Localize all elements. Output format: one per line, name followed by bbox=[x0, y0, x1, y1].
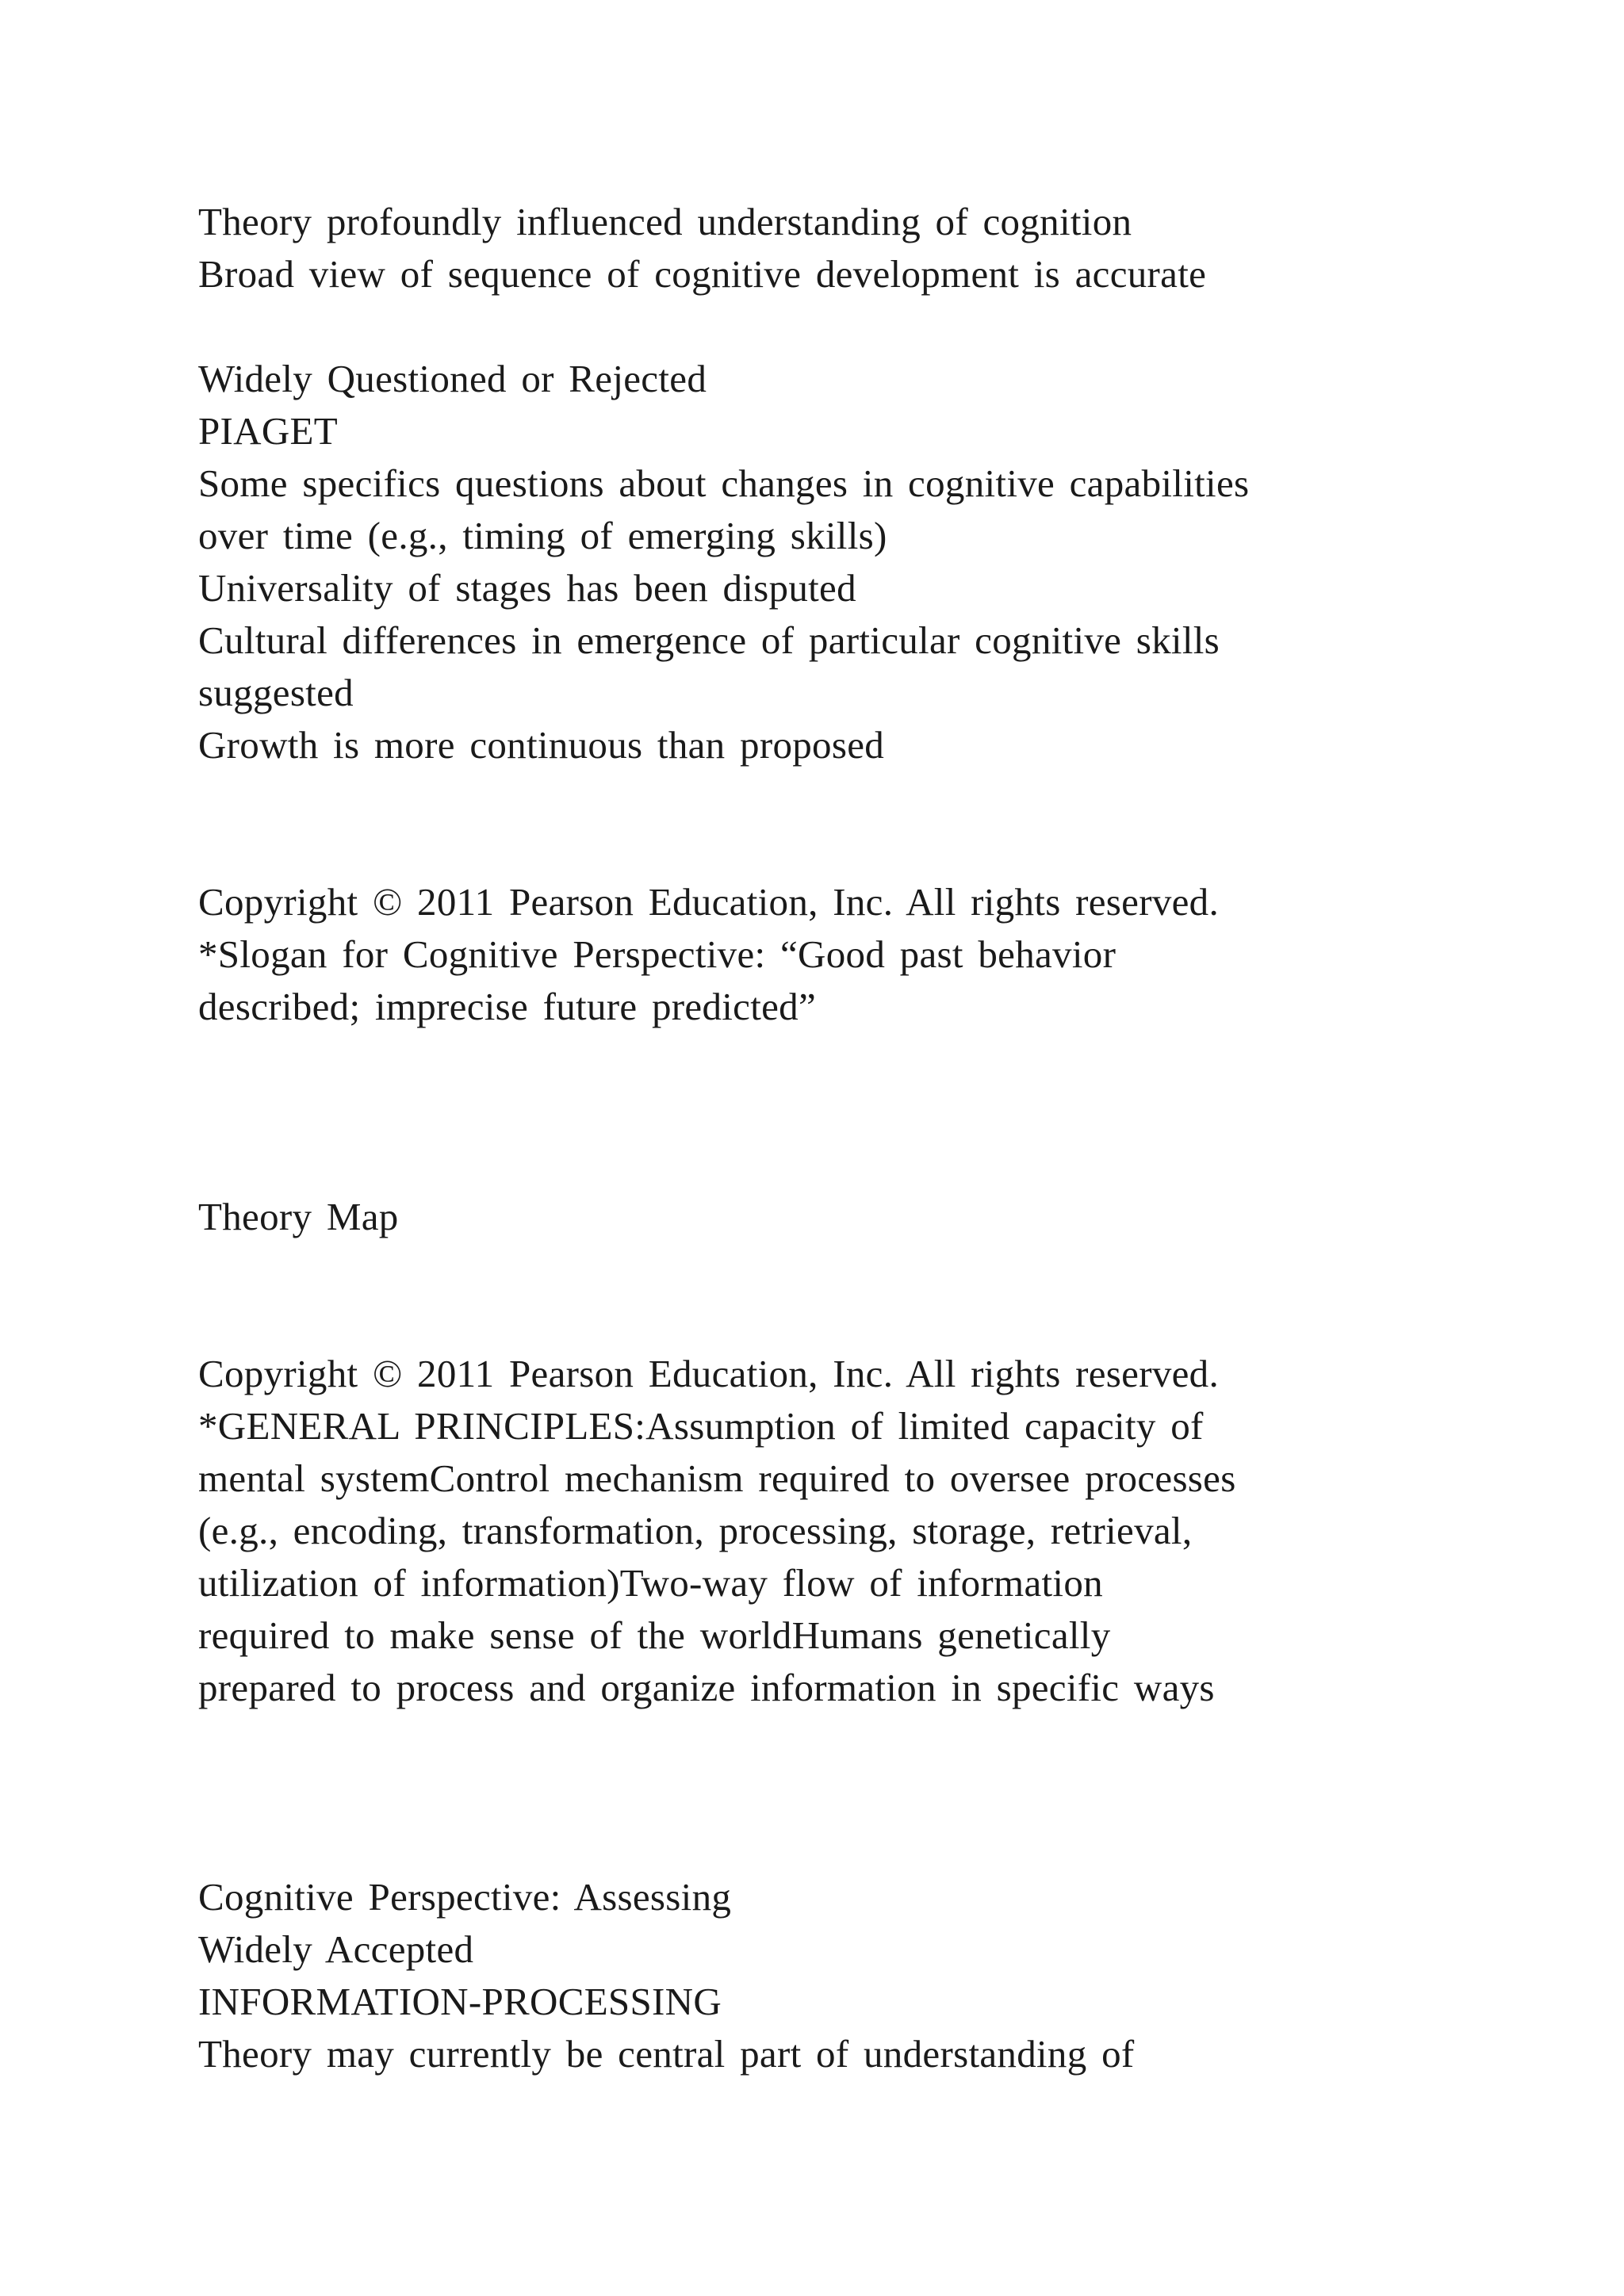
section-subheading: PIAGET bbox=[198, 409, 339, 453]
section-subheading: Widely Accepted bbox=[198, 1927, 474, 1971]
text-line: mental systemControl mechanism required to oversee processes bbox=[198, 1456, 1236, 1500]
text-line: required to make sense of the worldHumans genetically bbox=[198, 1613, 1111, 1657]
section-heading: Cognitive Perspective: Assessing bbox=[198, 1875, 732, 1919]
copyright-line: Copyright © 2011 Pearson Education, Inc. All rights reserved. bbox=[198, 880, 1220, 924]
text-line: utilization of information)Two-way flow of information bbox=[198, 1561, 1103, 1605]
text-line: (e.g., encoding, transformation, processing, storage, retrieval, bbox=[198, 1509, 1193, 1552]
text-line: *GENERAL PRINCIPLES:Assumption of limited capacity of bbox=[198, 1404, 1204, 1448]
text-line: Theory may currently be central part of understanding of bbox=[198, 2032, 1135, 2076]
section-heading: Theory Map bbox=[198, 1195, 399, 1238]
text-line: Some specifics questions about changes in cognitive capabilities bbox=[198, 461, 1250, 505]
text-line: prepared to process and organize information in specific ways bbox=[198, 1666, 1215, 1709]
text-line: *Slogan for Cognitive Perspective: “Good past behavior bbox=[198, 932, 1116, 976]
text-line: Cultural differences in emergence of particular cognitive skills bbox=[198, 618, 1220, 662]
text-line: Growth is more continuous than proposed bbox=[198, 723, 885, 767]
text-line: Broad view of sequence of cognitive development is accurate bbox=[198, 252, 1207, 296]
text-line: Theory profoundly influenced understanding of cognition bbox=[198, 200, 1132, 243]
text-line: Universality of stages has been disputed bbox=[198, 566, 856, 610]
section-heading: Widely Questioned or Rejected bbox=[198, 357, 707, 400]
text-line: suggested bbox=[198, 671, 354, 714]
text-line: described; imprecise future predicted” bbox=[198, 985, 817, 1028]
copyright-line: Copyright © 2011 Pearson Education, Inc. All rights reserved. bbox=[198, 1352, 1220, 1395]
section-subheading: INFORMATION-PROCESSING bbox=[198, 1980, 722, 2023]
text-line: over time (e.g., timing of emerging skills) bbox=[198, 514, 887, 557]
